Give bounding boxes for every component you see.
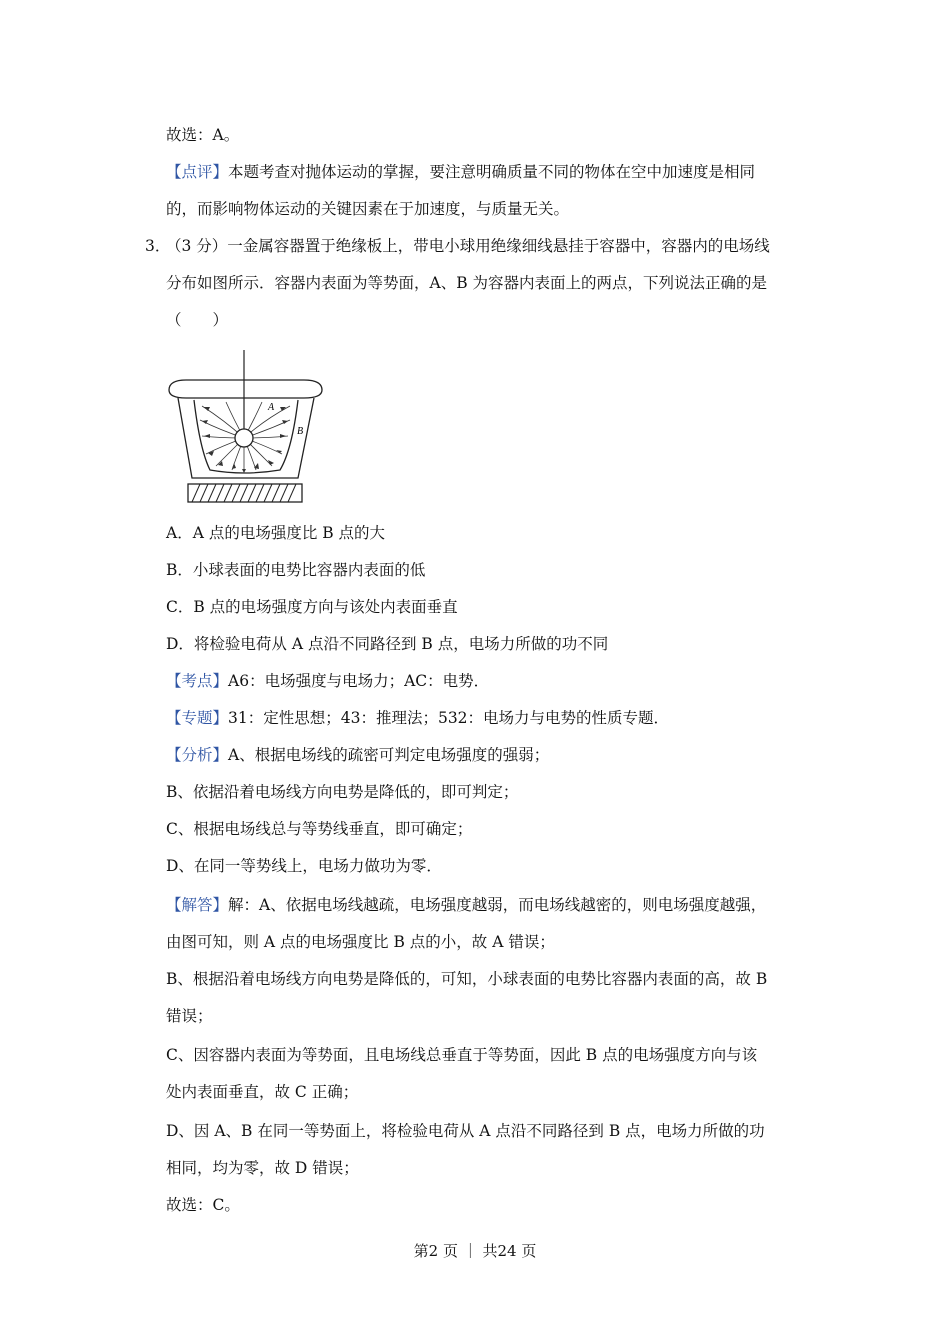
prev-comment-line2: 的，而影响物体运动的关键因素在于加速度，与质量无关。 xyxy=(166,200,570,218)
zhuanti-tag: 【专题】 xyxy=(166,709,229,727)
question-line2: 分布如图所示．容器内表面为等势面，A、B 为容器内表面上的两点，下列说法正确的是 xyxy=(166,274,768,292)
fenxi-line3: C、根据电场线总与等势线垂直，即可确定； xyxy=(166,820,473,838)
question-line3: （ ） xyxy=(166,311,229,329)
kaodian-line xyxy=(166,670,816,692)
option-c: C．B 点的电场强度方向与该处内表面垂直 xyxy=(166,598,458,616)
option-b: B．小球表面的电势比容器内表面的低 xyxy=(166,561,426,579)
fenxi-text1: A、根据电场线的疏密可判定电场强度的强弱； xyxy=(228,746,550,764)
fenxi-line2: B、依据沿着电场线方向电势是降低的，即可判定； xyxy=(166,783,519,801)
jieda-line1 xyxy=(166,894,816,916)
jieda-line2: 由图可知，则 A 点的电场强度比 B 点的小，故 A 错误； xyxy=(166,933,555,951)
fenxi-line4: D、在同一等势线上，电场力做功为零． xyxy=(166,857,442,875)
jieda-line9: 故选：C。 xyxy=(166,1196,240,1214)
jieda-text1: 解：A、依据电场线越疏，电场强度越弱，而电场线越密的，则电场强度越强， xyxy=(228,896,767,914)
zhuanti-line xyxy=(166,707,816,729)
prev-answer: 故选：A。 xyxy=(166,126,240,144)
jieda-line8: 相同，均为零，故 D 错误； xyxy=(166,1159,359,1177)
zhuanti-text: 31：定性思想；43：推理法；532：电场力与电势的性质专题． xyxy=(228,709,670,727)
plate-hatching xyxy=(192,484,296,502)
insulating-plate xyxy=(188,484,302,502)
kaodian-text: A6：电场强度与电场力；AC：电势． xyxy=(228,672,490,690)
jieda-line6: 处内表面垂直，故 C 正确； xyxy=(166,1083,359,1101)
charged-ball xyxy=(235,429,253,447)
jieda-line3: B、根据沿着电场线方向电势是降低的，可知，小球表面的电势比容器内表面的高，故 B xyxy=(166,970,768,988)
page-footer: 第2 页 ｜ 共24 页 xyxy=(413,1242,537,1260)
fenxi-line1 xyxy=(166,744,816,766)
fenxi-tag: 【分析】 xyxy=(166,746,229,764)
container-field-diagram xyxy=(164,350,326,506)
prev-comment-line1 xyxy=(166,161,816,183)
comment-text: 本题考查对抛体运动的掌握，要注意明确质量不同的物体在空中加速度是相同 xyxy=(228,163,756,181)
container-rim xyxy=(169,380,322,398)
question-number: 3． xyxy=(145,237,171,255)
option-a: A．A 点的电场强度比 B 点的大 xyxy=(166,524,386,542)
question-line1: （3 分）一金属容器置于绝缘板上，带电小球用绝缘细线悬挂于容器中，容器内的电场线 xyxy=(166,237,770,255)
jieda-line7: D、因 A、B 在同一等势面上，将检验电荷从 A 点沿不同路径到 B 点，电场力所做的功 xyxy=(166,1122,765,1140)
jieda-line5: C、因容器内表面为等势面，且电场线总垂直于等势面，因此 B 点的电场强度方向与该 xyxy=(166,1046,758,1064)
option-d: D．将检验电荷从 A 点沿不同路径到 B 点，电场力所做的功不同 xyxy=(166,635,609,653)
kaodian-tag: 【考点】 xyxy=(166,672,229,690)
jieda-line4: 错误； xyxy=(166,1007,213,1025)
jieda-tag: 【解答】 xyxy=(166,896,229,914)
comment-tag: 【点评】 xyxy=(166,163,229,181)
label-a: A xyxy=(268,402,275,413)
label-b: B xyxy=(297,426,304,437)
